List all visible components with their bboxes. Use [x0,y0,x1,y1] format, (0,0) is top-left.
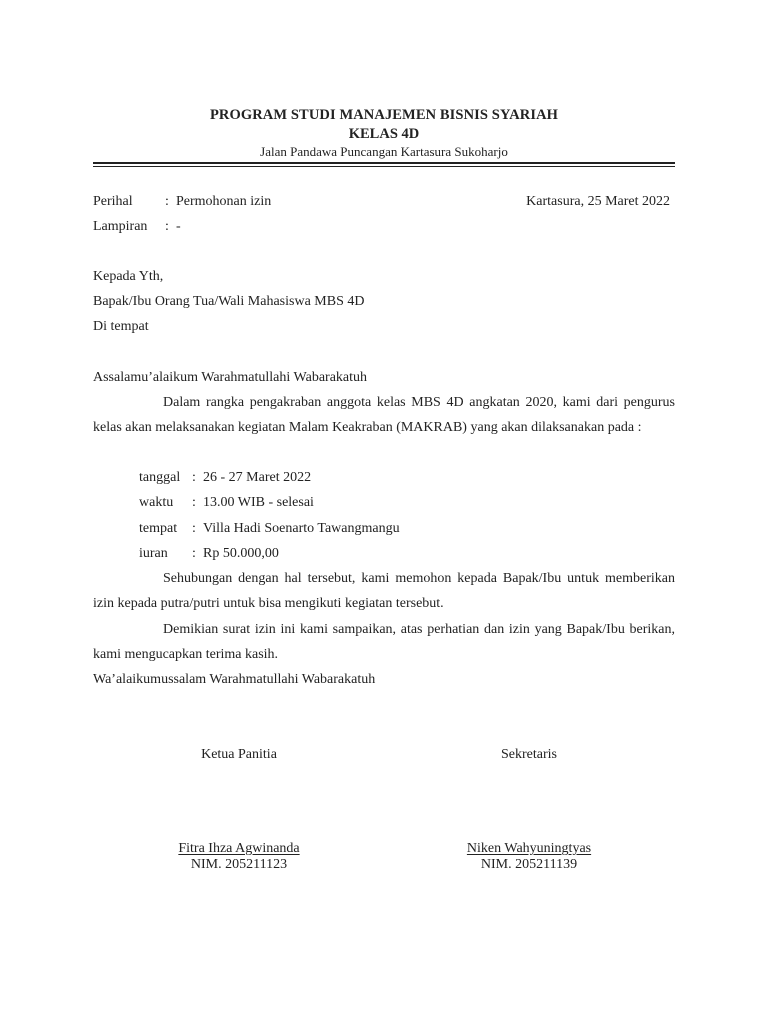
signature-right-role: Sekretaris [501,747,557,762]
letterhead-address: Jalan Pandawa Puncangan Kartasura Sukoharjo [260,144,508,159]
signature-left-name: Fitra Ihza Agwinanda [178,841,300,856]
attachment-value: - [176,219,181,234]
subject-value: Permohonan izin [176,194,272,209]
recipient-name: Bapak/Ibu Orang Tua/Wali Mahasiswa MBS 4D [93,294,365,309]
letterhead-class: KELAS 4D [348,126,420,142]
paragraph-request: Sehubungan dengan hal tersebut, kami memohon kepada Bapak/Ibu untuk memberikan izin kepada putra/putri untuk bisa mengikuti kegiatan tersebut. [93,571,675,611]
detail-fee-value: Rp 50.000,00 [203,546,279,561]
paragraph-closing: Demikian surat izin ini kami sampaikan, atas perhatian dan izin yang Bapak/Ibu berikan, kami mengucapkan terima kasih. [93,622,675,662]
signature-right-name: Niken Wahyuningtyas [466,841,592,856]
paragraph-intro: Dalam rangka pengakraban anggota kelas MBS 4D angkatan 2020, kami dari pengurus kelas akan melaksanakan kegiatan Malam Keakraban (MAKRAB) yang akan dilaksanakan pada : [93,395,675,435]
attachment-colon: : [165,219,169,234]
letterhead-title: PROGRAM STUDI MANAJEMEN BISNIS SYARIAH [209,107,559,123]
recipient-location: Di tempat [93,319,149,334]
attachment-label: Lampiran [93,219,148,234]
signature-right-nim: NIM. 205211139 [480,857,578,872]
detail-place-colon: : [192,521,196,536]
detail-fee-colon: : [192,546,196,561]
detail-time-colon: : [192,495,196,510]
letterhead-divider-thin [93,166,675,167]
detail-place-label: tempat [139,521,178,536]
detail-date-colon: : [192,470,196,485]
signature-left-nim: NIM. 205211123 [190,857,288,872]
detail-fee-label: iuran [139,546,168,561]
detail-time-value: 13.00 WIB - selesai [203,495,314,510]
detail-date-label: tanggal [139,470,181,485]
subject-colon: : [165,194,169,209]
place-date: Kartasura, 25 Maret 2022 [526,194,670,209]
subject-label: Perihal [93,194,133,209]
detail-place-value: Villa Hadi Soenarto Tawangmangu [203,521,400,536]
signature-left-role: Ketua Panitia [201,747,277,762]
greeting: Assalamu’alaikum Warahmatullahi Wabarakatuh [93,370,368,385]
detail-date-value: 26 - 27 Maret 2022 [203,470,312,485]
recipient-salutation: Kepada Yth, [93,269,164,284]
closing-greeting: Wa’alaikumussalam Warahmatullahi Wabarakatuh [93,672,376,687]
detail-time-label: waktu [139,495,174,510]
letterhead-divider-thick [93,162,675,164]
